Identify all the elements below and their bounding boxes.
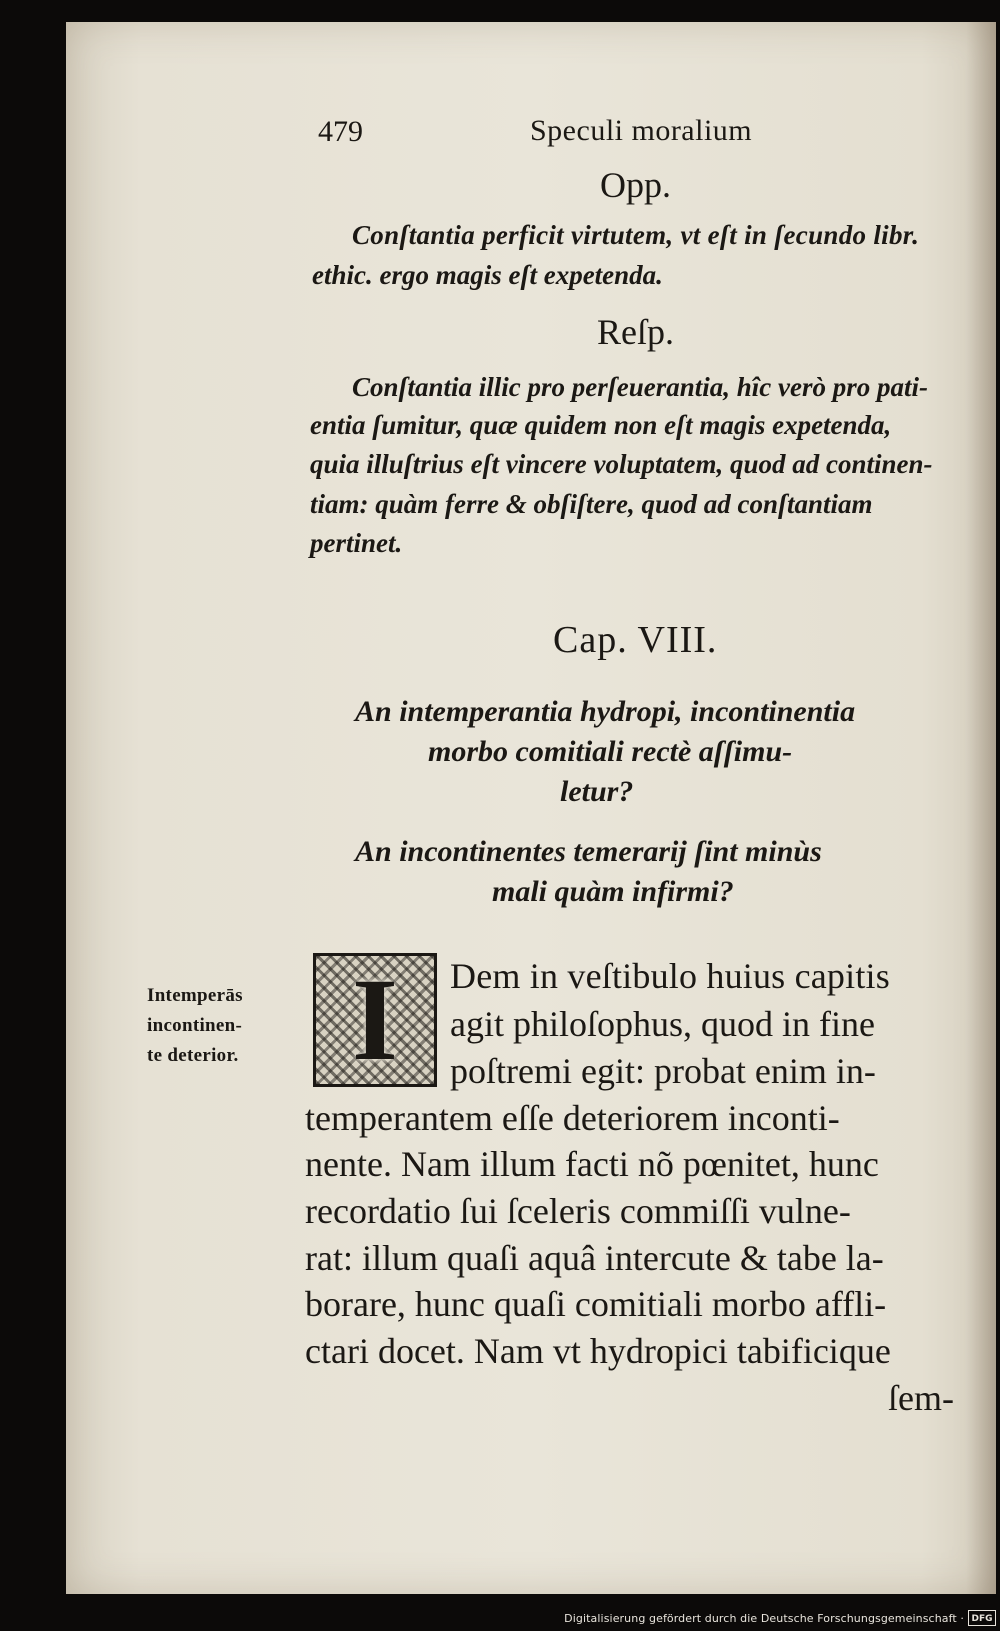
chapter-heading: Cap. VIII. [553,619,718,661]
resp-line: tiam: quàm ferre & obſiſtere, quod ad conſtantiam [310,489,873,519]
body-line: Dem in veſtibulo huius capitis [450,956,890,996]
chapter-question-line: An intemperantia hydropi, incontinentia [355,695,856,728]
opp-line: Conſtantia perficit virtutem, vt eſt in ſecundo libr. [352,220,920,250]
chapter-question-line: An incontinentes temerarij ſint minùs [355,835,822,868]
margin-note-line: Intemperās [147,985,243,1006]
body-line: nente. Nam illum facti nõ pœnitet, hunc [305,1144,879,1184]
resp-line: pertinet. [310,528,403,558]
funding-credit: Digitalisierung gefördert durch die Deutsche Forschungsgemeinschaft · [564,1612,964,1625]
resp-line: Conſtantia illic pro perſeuerantia, hîc verò pro pati- [352,372,929,402]
chapter-question-line: morbo comitiali rectè aſſimu- [428,735,793,768]
chapter-question-line: letur? [560,775,634,808]
chapter-question-line: mali quàm infirmi? [492,875,734,908]
body-line: rat: illum quaſi aquâ intercute & tabe la- [305,1238,884,1278]
decorated-initial-letter: I [352,954,398,1085]
catchword: ſem- [888,1378,954,1418]
margin-note-line: te deterior. [147,1045,239,1066]
body-line: agit philoſophus, quod in fine [450,1004,875,1044]
page-number: 479 [318,115,363,148]
dfg-logo: DFG [968,1610,996,1626]
resp-line: entia ſumitur, quæ quidem non eſt magis expetenda, [310,410,892,440]
resp-heading: Reſp. [597,312,674,352]
body-line: temperantem eſſe deteriorem inconti- [305,1098,840,1138]
resp-line: quia illuſtrius eſt vincere voluptatem, quod ad continen- [310,449,933,479]
body-line: borare, hunc quaſi comitiali morbo affli- [305,1284,887,1324]
margin-note-line: incontinen- [147,1015,243,1036]
opp-heading: Opp. [600,165,671,205]
page-edge-shadow [966,22,996,1594]
decorated-initial [313,953,437,1087]
opp-line: ethic. ergo magis eſt expetenda. [312,260,663,290]
running-title: Speculi moralium [530,114,753,147]
body-line: poſtremi egit: probat enim in- [450,1051,876,1091]
body-line: recordatio ſui ſceleris commiſſi vulne- [305,1191,851,1231]
body-line: ctari docet. Nam vt hydropici tabificique [305,1331,891,1371]
